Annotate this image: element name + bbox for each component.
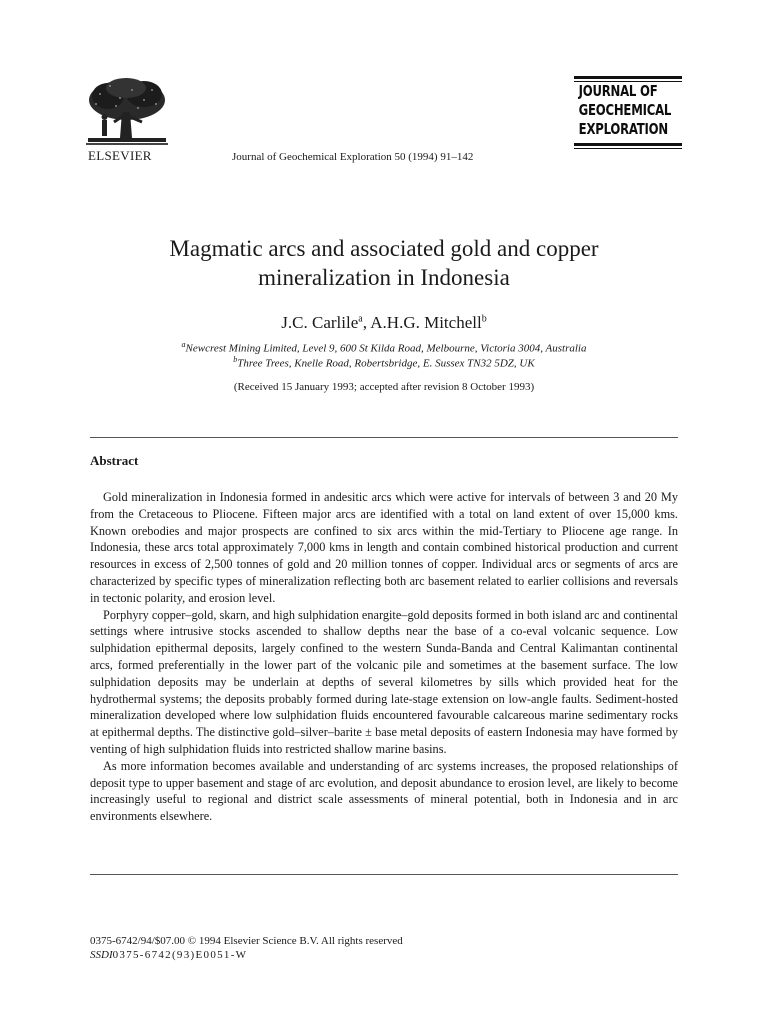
affiliation-text: Newcrest Mining Limited, Level 9, 600 St Kilda Road, Melbourne, Victoria 3004, Australia: [185, 342, 587, 355]
abstract-paragraph: Porphyry copper–gold, skarn, and high sulphidation enargite–gold deposits formed in both island arc and continental settings where intrusive stocks ascended to shallow depths near the base of a co-eval volcanic sequence. Low sulphidation epithermal deposits, largely confined to the western Sunda-Banda and Central Kalimantan continental arcs, formed preferentially in the lower part of the volcanic pile and sometimes at the basement surface. The low sulphidation deposits may be underlain at depths of several kilometres by sills which provided heat for the hydrothermal systems; the deposits probably formed during late-stage extension on low-angle faults. Sediment-hosted mineralization developed where low sulphidation fluids encountered favourable calcareous marine sedimentary rocks at epithermal depths. The distinctive gold–silver–barite ± base metal deposits of eastern Indonesia may have formed by venting of high sulphidation fluids into restricted shallow marine basins.: [90, 607, 678, 756]
section-divider: [90, 437, 678, 438]
affiliation-marker: a: [181, 340, 186, 349]
affiliation-text: Three Trees, Knelle Road, Robertsbridge, E. Sussex TN32 5DZ, UK: [237, 357, 535, 370]
affiliation-b: [90, 355, 678, 370]
section-divider: [90, 874, 678, 875]
ssdi-line: [90, 948, 403, 962]
masthead-line: JOURNAL OF: [578, 82, 658, 100]
received-dates: (Received 15 January 1993; accepted after revision 8 October 1993): [233, 381, 535, 393]
masthead-bottom-thin-rule: [574, 148, 682, 149]
author-name: J.C. Carlile: [281, 313, 359, 332]
author-list: [90, 313, 678, 333]
article-title: [90, 234, 678, 292]
publisher-name: ELSEVIER: [88, 148, 152, 163]
affiliation-a: [90, 340, 678, 355]
masthead-line: GEOCHEMICAL: [578, 101, 672, 119]
copyright-footer: [90, 934, 403, 962]
masthead-top-rule: [574, 76, 682, 79]
abstract-paragraph: As more information becomes available and understanding of arc systems increases, the proposed relationships of deposit type to upper basement and stage of arc evolution, and deposit abundance to erosion level, are likely to become increasingly useful to regional and district scale assessments of mineral potential, both in Indonesia and in arc environments elsewhere.: [90, 758, 678, 824]
copyright-line: 0375-6742/94/$07.00 © 1994 Elsevier Science B.V. All rights reserved: [90, 935, 403, 947]
author-affiliation-marker: b: [481, 313, 487, 325]
abstract-heading: Abstract: [90, 453, 139, 468]
masthead-bottom-rule: [574, 143, 682, 146]
journal-reference: Journal of Geochemical Exploration 50 (1994) 91–142: [232, 151, 474, 163]
abstract-body: [90, 489, 678, 825]
title-line: mineralization in Indonesia: [258, 265, 510, 290]
title-line: Magmatic arcs and associated gold and copper: [169, 236, 599, 261]
affiliation-marker: b: [233, 355, 238, 364]
author-separator: ,: [362, 313, 371, 332]
ssdi-code: 0375-6742(93)E0051-W: [112, 949, 248, 961]
ssdi-label: SSDI: [90, 949, 113, 961]
abstract-paragraph: Gold mineralization in Indonesia formed in andesitic arcs which were active for intervals of between 3 and 20 My from the Cretaceous to Pliocene. Fifteen major arcs are identified with a total on land extent of over 15,000 kms. Known orebodies and major prospects are confined to six arcs within the mid-Tertiary to Pliocene age range. In Indonesia, these arcs total approximately 7,000 kms in length and contain combined historical production and current resources in excess of 2,500 tonnes of gold and 20 million tonnes of copper. Individual arcs or segments of arcs are characterized by specific types of mineralization reflecting both arc basement related to earlier collisions and reversals in tectonic polarity, and erosion level.: [90, 490, 678, 605]
journal-masthead: [574, 76, 682, 149]
author-name: A.H.G. Mitchell: [370, 313, 482, 332]
author-affiliation-marker: a: [358, 313, 363, 325]
elsevier-tree-logo-icon: [86, 76, 168, 148]
masthead-line: EXPLORATION: [578, 120, 668, 138]
